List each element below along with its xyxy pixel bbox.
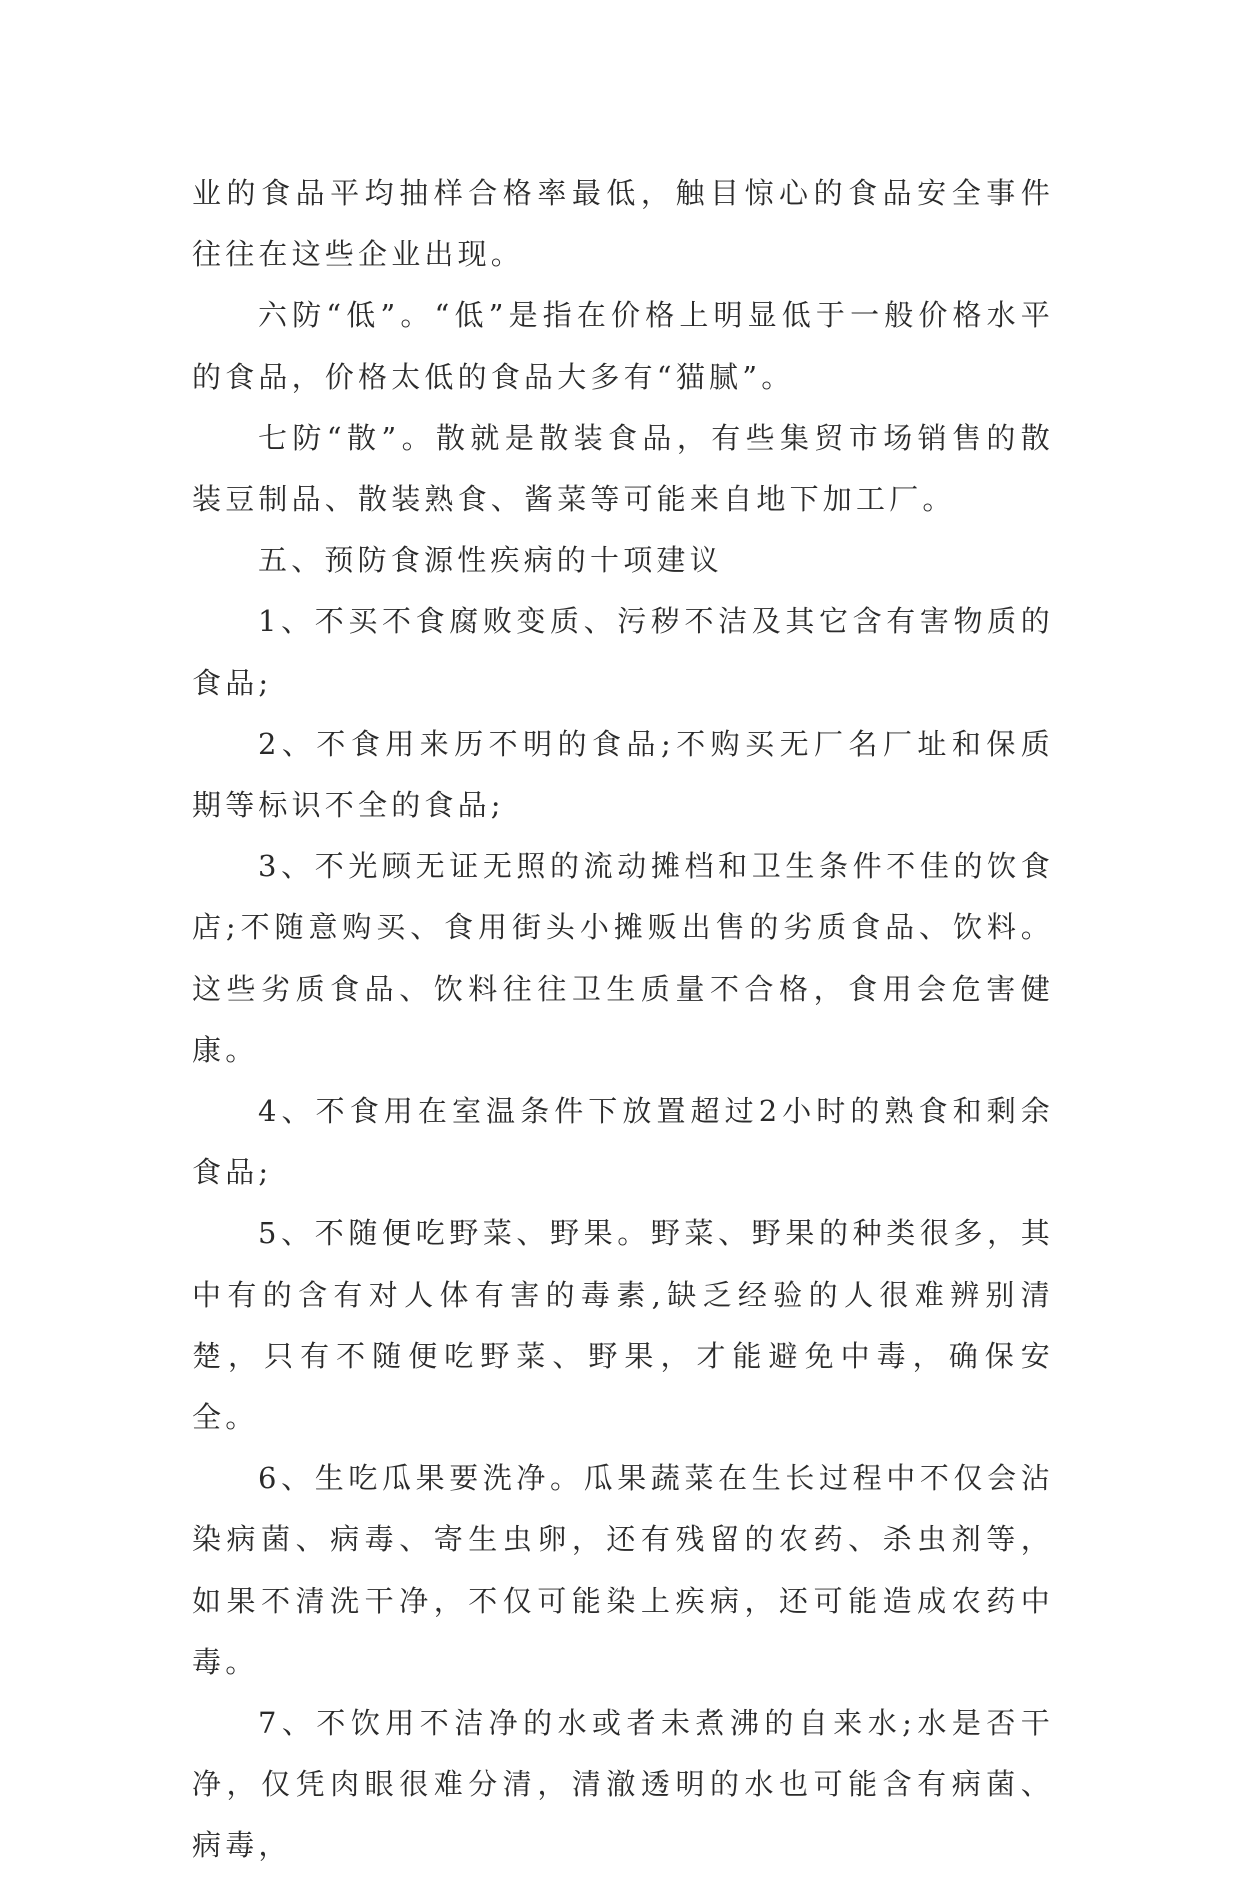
paragraph-continuation: 业的食品平均抽样合格率最低，触目惊心的食品安全事件往往在这些企业出现。 [192, 176, 1054, 272]
list-item-6: 6、生吃瓜果要洗净。瓜果蔬菜在生长过程中不仅会沾染病菌、病毒、寄生虫卵，还有残留的农药、杀虫剂等，如果不清洗干净，不仅可能染上疾病，还可能造成农药中毒。 [192, 1461, 1054, 1679]
paragraph-six-prevent-low: 六防“低”。“低”是指在价格上明显低于一般价格水平的食品，价格太低的食品大多有“猫腻”。 [192, 298, 1054, 394]
list-item-7: 7、不饮用不洁净的水或者未煮沸的自来水;水是否干净，仅凭肉眼很难分清，清澈透明的水也可能含有病菌、病毒， [192, 1706, 1054, 1863]
list-item-4: 4、不食用在室温条件下放置超过2小时的熟食和剩余食品; [192, 1094, 1054, 1190]
list-item-1: 1、不买不食腐败变质、污秽不洁及其它含有害物质的食品; [192, 604, 1054, 700]
list-item-2: 2、不食用来历不明的食品;不购买无厂名厂址和保质期等标识不全的食品; [192, 726, 1054, 823]
list-item-5: 5、不随便吃野菜、野果。野菜、野果的种类很多，其中有的含有对人体有害的毒素,缺乏经验的人很难辨别清楚，只有不随便吃野菜、野果，才能避免中毒，确保安全。 [192, 1216, 1054, 1435]
section-heading-five: 五、预防食源性疾病的十项建议 [258, 543, 723, 578]
paragraph-seven-prevent-bulk: 七防“散”。散就是散装食品，有些集贸市场销售的散装豆制品、散装熟食、酱菜等可能来自地下加工厂。 [192, 420, 1054, 517]
document-body [192, 163, 1054, 1877]
list-item-3: 3、不光顾无证无照的流动摊档和卫生条件不佳的饮食店;不随意购买、食用街头小摊贩出售的劣质食品、饮料。这些劣质食品、饮料往往卫生质量不合格，食用会危害健康。 [192, 849, 1054, 1067]
